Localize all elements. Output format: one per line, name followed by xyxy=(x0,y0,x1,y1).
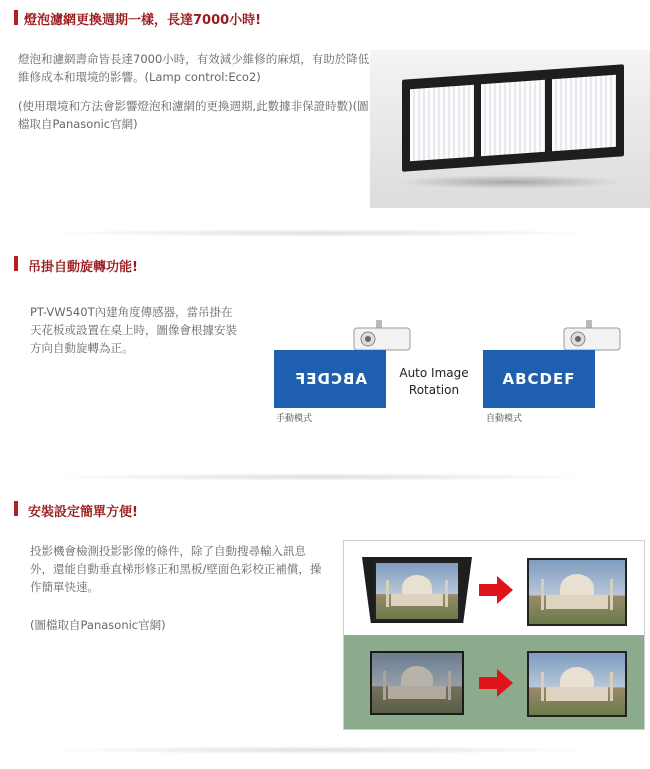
auto-rotation-line2: Rotation xyxy=(408,383,460,397)
taj-mahal-photo-uncorrected-color xyxy=(370,651,464,715)
auto-rotation-label xyxy=(394,365,474,399)
right-arrow-icon xyxy=(479,669,513,701)
auto-rotation-line1: Auto Image xyxy=(399,366,469,380)
section-paragraph: PT-VW540T內建角度傳感器，當吊掛在天花板或設置在桌上時，圖像會根據安裝方向自動旋轉為正。 xyxy=(30,305,237,355)
section-divider xyxy=(40,229,600,237)
section-paragraph: 投影機會檢測投影影像的條件，除了自動搜尋輸入訊息外，還能自動垂直梯形修正和黑板/壁面色彩校正補償，操作簡單快速。 xyxy=(30,544,322,594)
filter-product xyxy=(402,64,624,172)
section-marker xyxy=(14,256,18,271)
ceiling-projector-icon xyxy=(346,320,404,350)
ceiling-projector-icon xyxy=(556,320,614,350)
section-title: 吊掛自動旋轉功能! xyxy=(28,260,138,275)
section-divider xyxy=(40,473,600,481)
screen-corrected: ABCDEF xyxy=(483,350,595,408)
filter-shadow xyxy=(395,175,625,189)
section-marker xyxy=(14,501,18,516)
right-arrow-icon xyxy=(479,576,513,608)
section-paragraph: (使用環境和方法會影響燈泡和濾網的更換週期,此數據非保證時數)(圖檔取自Panasonic官網) xyxy=(18,99,369,131)
section-paragraph: 燈泡和濾網壽命皆長達7000小時，有效減少維修的麻煩，有助於降低維修成本和環境的影響。(Lamp control:Eco2) xyxy=(18,52,370,84)
taj-mahal-photo xyxy=(374,561,460,621)
section-marker xyxy=(14,10,18,25)
section-divider xyxy=(40,746,600,754)
taj-mahal-photo-color-corrected xyxy=(527,651,627,717)
auto-mode-caption: 自動模式 xyxy=(486,414,523,424)
taj-mahal-photo-corrected xyxy=(527,558,627,626)
manual-mode-caption: 手動模式 xyxy=(276,414,313,424)
section-title: 燈泡濾網更換週期一樣，長達7000小時! xyxy=(24,13,262,28)
section-paragraph: (圖檔取自Panasonic官網) xyxy=(30,618,166,632)
screen-inverted: ABCDEF xyxy=(274,350,386,408)
keystone-correction-image xyxy=(343,540,645,730)
section-title: 安裝設定簡單方便! xyxy=(28,505,138,520)
